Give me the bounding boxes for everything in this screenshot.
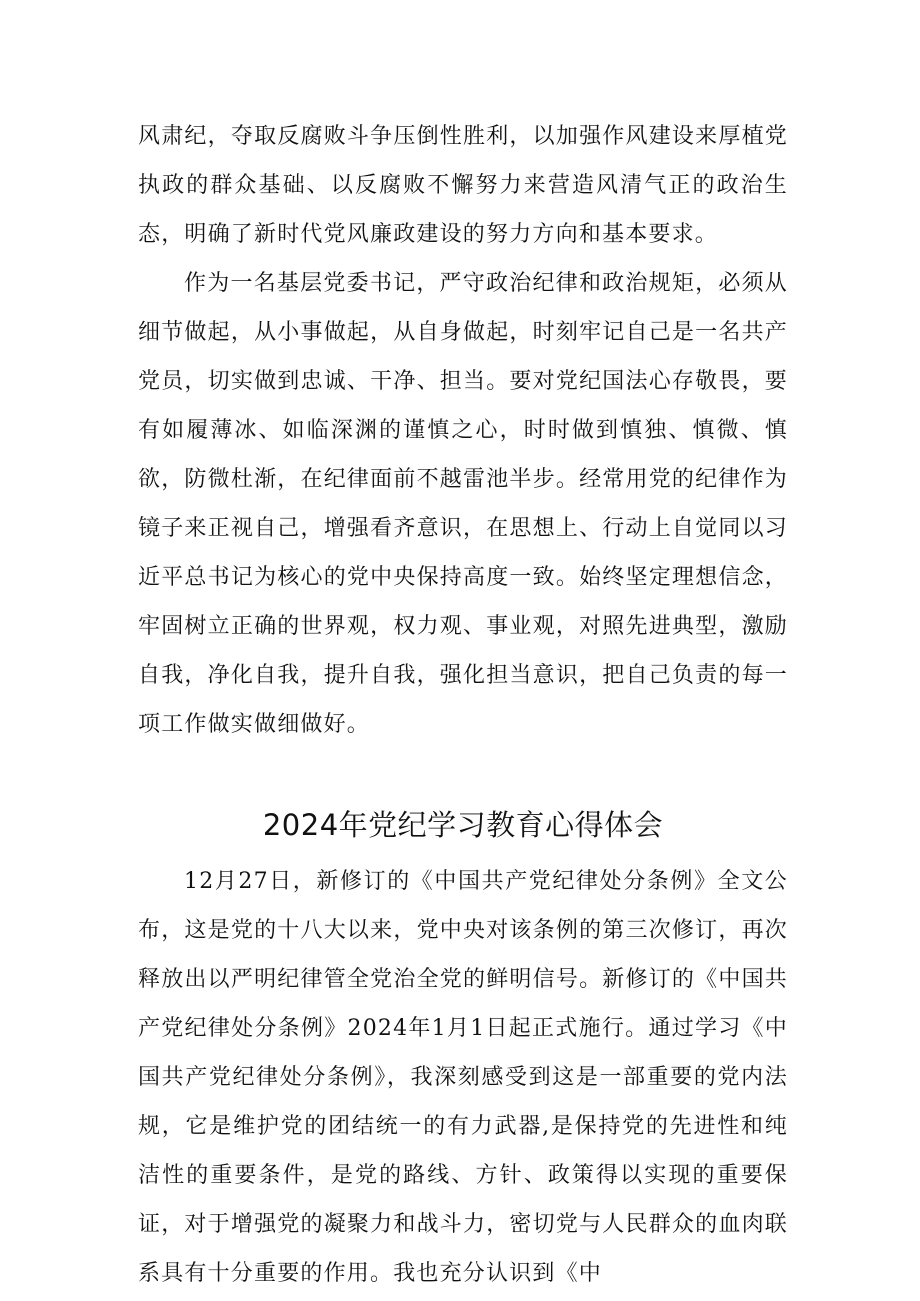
section-title: 2024年党纪学习教育心得体会 (262, 808, 664, 842)
paragraph-regulation-intro: 12月27日，新修订的《中国共产党纪律处分条例》全文公布，这是党的十八大以来，党中央对该条例的第三次修订，再次释放出以严明纪律管全党治全党的鲜明信号。新修订的《中国共产党纪律处分条例》2024年1月1日起正式施行。通过学习《中国共产党纪律处分条例》，我深刻感受到这是一部重要的党内法规，它是维护党的团结统一的有力武器,是保持党的先进性和纯洁性的重要条件，是党的路线、方针、政策得以实现的重要保证，对于增强党的凝聚力和战斗力，密切党与人民群众的血肉联系具有十分重要的作用。我也充分认识到《中 (138, 869, 788, 1286)
paragraph-party-secretary: 作为一名基层党委书记，严守政治纪律和政治规矩，必须从细节做起，从小事做起，从自身做起，时刻牢记自己是一名共产党员，切实做到忠诚、干净、担当。要对党纪国法心存敬畏，要有如履薄冰、如临深渊的谨慎之心，时时做到慎独、慎微、慎欲，防微杜渐，在纪律面前不越雷池半步。经常用党的纪律作为镜子来正视自己，增强看齐意识，在思想上、行动上自觉同以习近平总书记为核心的党中央保持高度一致。始终坚定理想信念，牢固树立正确的世界观，权力观、事业观，对照先进典型，激励自我，净化自我，提升自我，强化担当意识，把自己负责的每一项工作做实做细做好。 (138, 271, 788, 737)
document-page (138, 112, 788, 1298)
paragraph-continued: 风肃纪，夺取反腐败斗争压倒性胜利，以加强作风建设来厚植党执政的群众基础、以反腐败不懈努力来营造风清气正的政治生态，明确了新时代党风廉政建设的努力方向和基本要求。 (138, 124, 788, 247)
section-spacer (138, 749, 788, 801)
